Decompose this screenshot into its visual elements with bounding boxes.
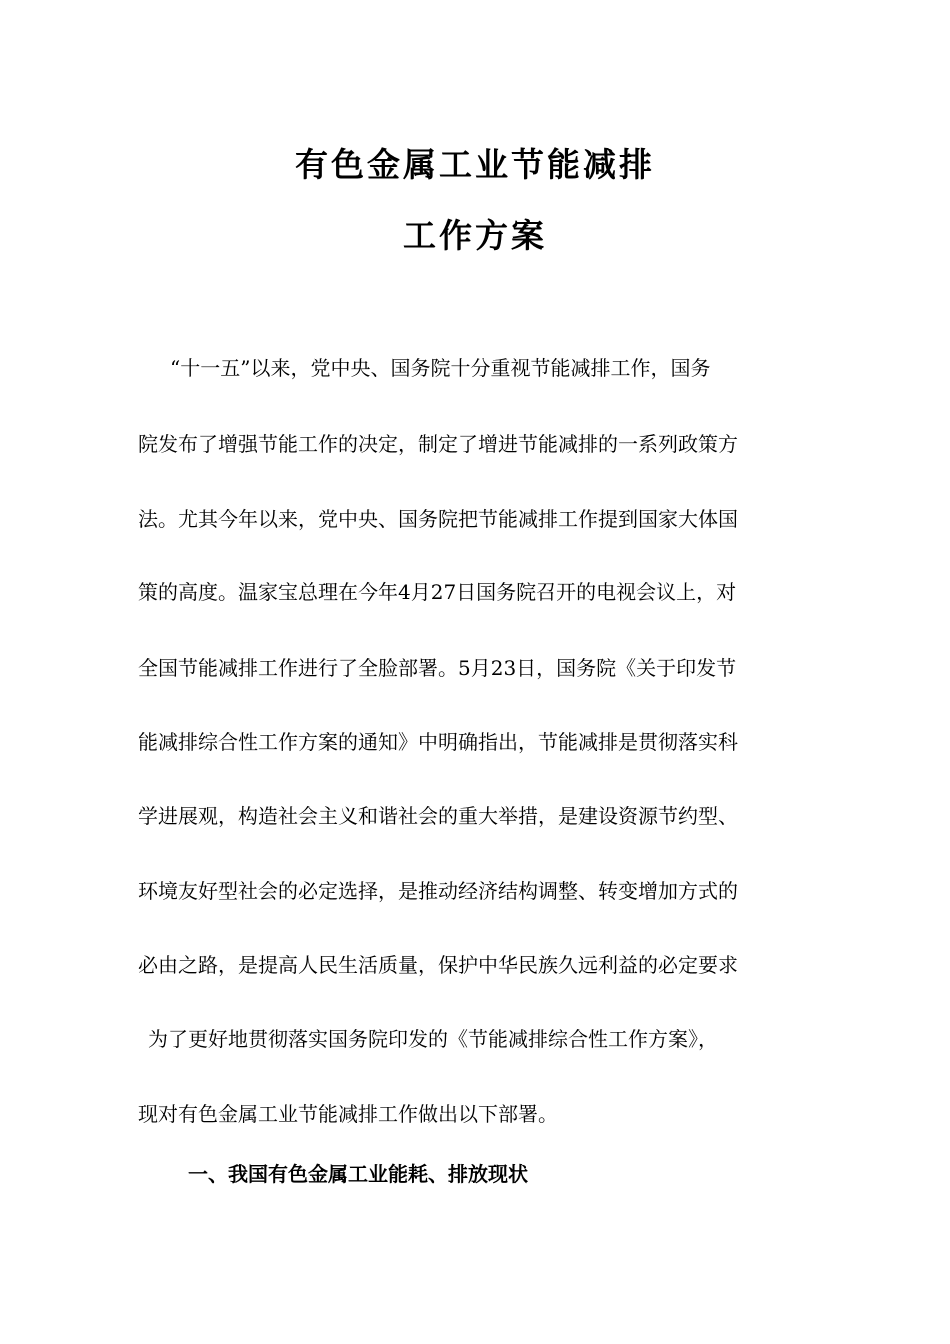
paragraph-line: “十一五”以来，党中央、国务院十分重视节能减排工作，国务: [170, 356, 711, 380]
paragraph-line: 为了更好地贯彻落实国务院印发的《节能减排综合性工作方案》，: [148, 1027, 718, 1051]
document-title-line-1: 有色金属工业节能减排: [295, 145, 655, 184]
paragraph-line: 学进展观，构造社会主义和谐社会的重大举措，是建设资源节约型、: [138, 804, 738, 828]
section-heading: 一、我国有色金属工业能耗、排放现状: [188, 1162, 528, 1186]
paragraph-line: 环境友好型社会的必定选择，是推动经济结构调整、转变增加方式的: [138, 879, 738, 903]
paragraph-line: 策的高度。温家宝总理在今年4月27日国务院召开的电视会议上，对: [138, 580, 737, 604]
paragraph-line: 全国节能减排工作进行了全脸部署。5月23日，国务院《关于印发节: [138, 656, 737, 680]
paragraph-line: 必由之路，是提高人民生活质量，保护中华民族久远利益的必定要求: [138, 953, 738, 977]
document-title-line-2: 工作方案: [403, 216, 547, 255]
paragraph-line: 院发布了增强节能工作的决定，制定了增进节能减排的一系列政策方: [138, 432, 738, 456]
paragraph-line: 现对有色金属工业节能减排工作做出以下部署。: [138, 1102, 558, 1126]
paragraph-line: 能减排综合性工作方案的通知》中明确指出，节能减排是贯彻落实科: [138, 730, 738, 754]
paragraph-line: 法。尤其今年以来，党中央、国务院把节能减排工作提到国家大体国: [138, 507, 738, 531]
